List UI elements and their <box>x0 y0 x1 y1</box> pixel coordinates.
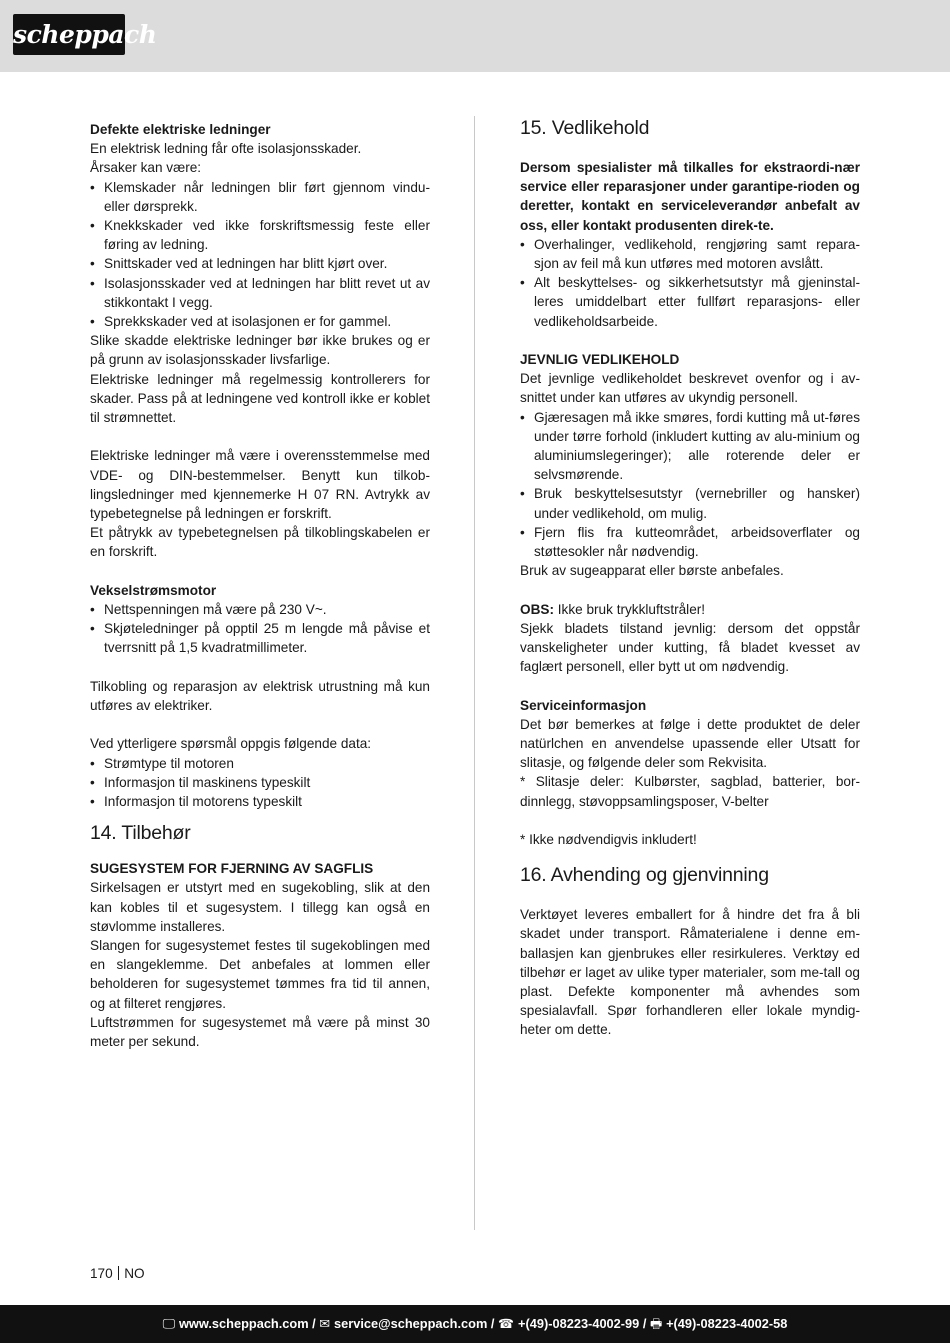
list-item: • Overhalinger, vedlikehold, rengjøring samt repara-sjon av feil må kun utføres med motoren avslått. <box>520 235 860 273</box>
suge-paragraph: Sirkelsagen er utstyrt med en sugekobling, slik at den kan kobles til et sugesystem. I tillegg kan også en støvlomme installeres. <box>90 880 430 934</box>
defekte-bullet-list <box>90 178 430 332</box>
veksel-bullet-list <box>90 600 430 658</box>
jevnlig-paragraph: Bruk av sugeapparat eller børste anbefales. <box>520 563 784 579</box>
list-item: • Informasjon til maskinens typeskilt <box>90 773 430 792</box>
page-separator <box>118 1266 120 1280</box>
veksel-paragraph: Tilkobling og reparasjon av elektrisk utrustning må kun utføres av elektriker. <box>90 678 430 714</box>
computer-icon: 🖵 <box>162 1316 175 1331</box>
footer-web[interactable]: www.scheppach.com <box>178 1316 309 1331</box>
list-item: • Gjæresagen må ikke smøres, fordi kutting må ut-føres under tørre forhold (inkludert kutting av alu-minium og aluminiumslegeringer); alle roterende deler er selvsmørende. <box>520 408 860 485</box>
defekte-intro: En elektrisk ledning får ofte isolasjonsskader. <box>90 141 362 157</box>
suge-paragraph: Luftstrømmen for sugesystemet må være på minst 30 meter per sekund. <box>90 1014 430 1050</box>
scheppach-logo: scheppach <box>13 14 125 55</box>
list-item: • Knekkskader ved ikke forskriftsmessig feste eller føring av ledning. <box>90 216 430 254</box>
page-number: 170 <box>90 1266 113 1281</box>
service-paragraph: * Slitasje deler: Kulbørster, sagblad, batterier, bor-dinnlegg, støvoppsamlingsposer, V-belter <box>520 774 860 809</box>
page-header <box>0 0 950 72</box>
column-divider <box>474 116 475 1230</box>
jevnlig-heading: JEVNLIG VEDLIKEHOLD <box>520 352 680 368</box>
footer-separator: / <box>639 1316 650 1331</box>
list-item: • Fjern flis fra kutteområdet, arbeidsoverflater og støttesokler når nødvendig. <box>520 523 860 561</box>
right-column <box>520 116 860 1040</box>
data-bullet-list <box>90 754 430 812</box>
suge-paragraph: Slangen for sugesystemet festes til sugekoblingen med en slangeklemme. Det anbefales at lommen eller beholderen for sugesystemet tømmes fra tid til annen, og at filteret rengjøres. <box>90 938 430 1011</box>
section-16-title: 16. Avhending og gjenvinning <box>520 864 769 887</box>
defekte-heading: Defekte elektriske ledninger <box>90 122 271 137</box>
phone-icon: ☎ <box>498 1316 514 1331</box>
service-heading: Serviceinformasjon <box>520 697 647 713</box>
veksel-heading: Vekselstrømsmotor <box>90 582 217 598</box>
page-number-label <box>90 1265 145 1283</box>
list-item: • Nettspenningen må være på 230 V~. <box>90 600 430 619</box>
footer-email[interactable]: service@scheppach.com <box>334 1316 488 1331</box>
defekte-paragraph: Slike skadde elektriske ledninger bør ikke brukes og er på grunn av isolasjonsskader livsfarlige. <box>90 333 430 368</box>
fax-icon: 🖶 <box>649 1316 663 1331</box>
footer-separator: / <box>308 1316 320 1331</box>
list-item: • Bruk beskyttelsesutstyr (vernebriller og hansker) under vedlikehold, om mulig. <box>520 484 860 522</box>
list-item: • Skjøteledninger på opptil 25 m lengde må påvise et tverrsnitt på 1,5 kvadratmillimeter. <box>90 619 430 657</box>
vedlikehold-bullet-list <box>520 235 860 331</box>
obs-line <box>520 600 860 619</box>
list-item: • Strømtype til motoren <box>90 754 430 773</box>
service-note: * Ikke nødvendigvis inkludert! <box>520 832 697 848</box>
service-paragraph: Det bør bemerkes at følge i dette produktet de deler natürlchen en anvendelse upassende eller Utsatt for slitasje, og følgende deler som Rekvisita. <box>520 716 860 771</box>
footer-phone: +(49)-08223-4002-99 <box>517 1316 640 1331</box>
defekte-causes-intro: Årsaker kan være: <box>90 160 202 176</box>
email-icon: ✉ <box>319 1316 331 1331</box>
obs-label: OBS: <box>520 601 554 617</box>
page-language: NO <box>124 1266 145 1281</box>
list-item: • Isolasjonsskader ved at ledningen har blitt revet ut av stikkontakt I vegg. <box>90 274 430 312</box>
obs-paragraph: Sjekk bladets tilstand jevnlig: dersom det oppstår vanskeligheter under kutting, få bladet kvesset av faglært personell, eller bytt ut om nødvendig. <box>520 620 860 675</box>
veksel-paragraph: Ved ytterligere spørsmål oppgis følgende data: <box>90 736 372 752</box>
jevnlig-paragraph: Det jevnlige vedlikeholdet beskrevet ovenfor og i av-snittet under kan utføres av ukyndig personell. <box>520 371 860 406</box>
section-15-title: 15. Vedlikehold <box>520 117 650 139</box>
defekte-paragraph: Elektriske ledninger må regelmessig kontrollerers for skader. Pass på at ledningene ved kontroll ikke er koblet til strømnettet. <box>90 371 430 426</box>
left-column <box>90 120 430 1051</box>
avhending-paragraph: Verktøyet leveres emballert for å hindre det fra å bli skadet under transport. Råmaterialene i denne em-ballasjen kan gjenbrukes eller resirkuleres. Verktøy ed tilbehør er laget av ulike typer materialer, som me-tall og plast. Defekte komponenter må avhendes som spesialavfall. Spør forhandleren eller lokale myndig-heter om dette. <box>520 907 860 1038</box>
defekte-paragraph: Et påtrykk av typebetegnelsen på tilkoblingskabelen er en forskrift. <box>90 525 430 560</box>
list-item: • Alt beskyttelses- og sikkerhetsutstyr må gjeninstal-leres umiddelbart etter fullført reparasjons- eller vedlikeholdsarbeide. <box>520 273 860 331</box>
list-item: • Informasjon til motorens typeskilt <box>90 792 430 811</box>
jevnlig-bullet-list <box>520 408 860 562</box>
footer-fax: +(49)-08223-4002-58 <box>666 1316 788 1331</box>
obs-text: Ikke bruk trykkluftstråler! <box>553 601 706 617</box>
suge-heading: SUGESYSTEM FOR FJERNING AV SAGFLIS <box>90 861 374 877</box>
footer-separator: / <box>487 1316 499 1331</box>
contact-footer <box>0 1305 950 1343</box>
defekte-paragraph: Elektriske ledninger må være i overensstemmelse med VDE- og DIN-bestemmelser. Benytt kun tilkob-lingsledninger med kjennemerke H 07 RN. Avtrykk av typebetegnelse på ledningen er forskrift. <box>90 448 430 522</box>
vedlikehold-notice: Dersom spesialister må tilkalles for ekstraordi-nær service eller reparasjoner under garantipe-rioden og deretter, kontakt en serviceleverandør anbefalt av oss, eller kontakt produsenten direk-te. <box>520 160 860 233</box>
list-item: • Klemskader når ledningen blir ført gjennom vindu- eller dørsprekk. <box>90 178 430 216</box>
list-item: • Snittskader ved at ledningen har blitt kjørt over. <box>90 254 430 273</box>
section-14-title: 14. Tilbehør <box>90 822 191 845</box>
list-item: • Sprekkskader ved at isolasjonen er for gammel. <box>90 312 430 331</box>
